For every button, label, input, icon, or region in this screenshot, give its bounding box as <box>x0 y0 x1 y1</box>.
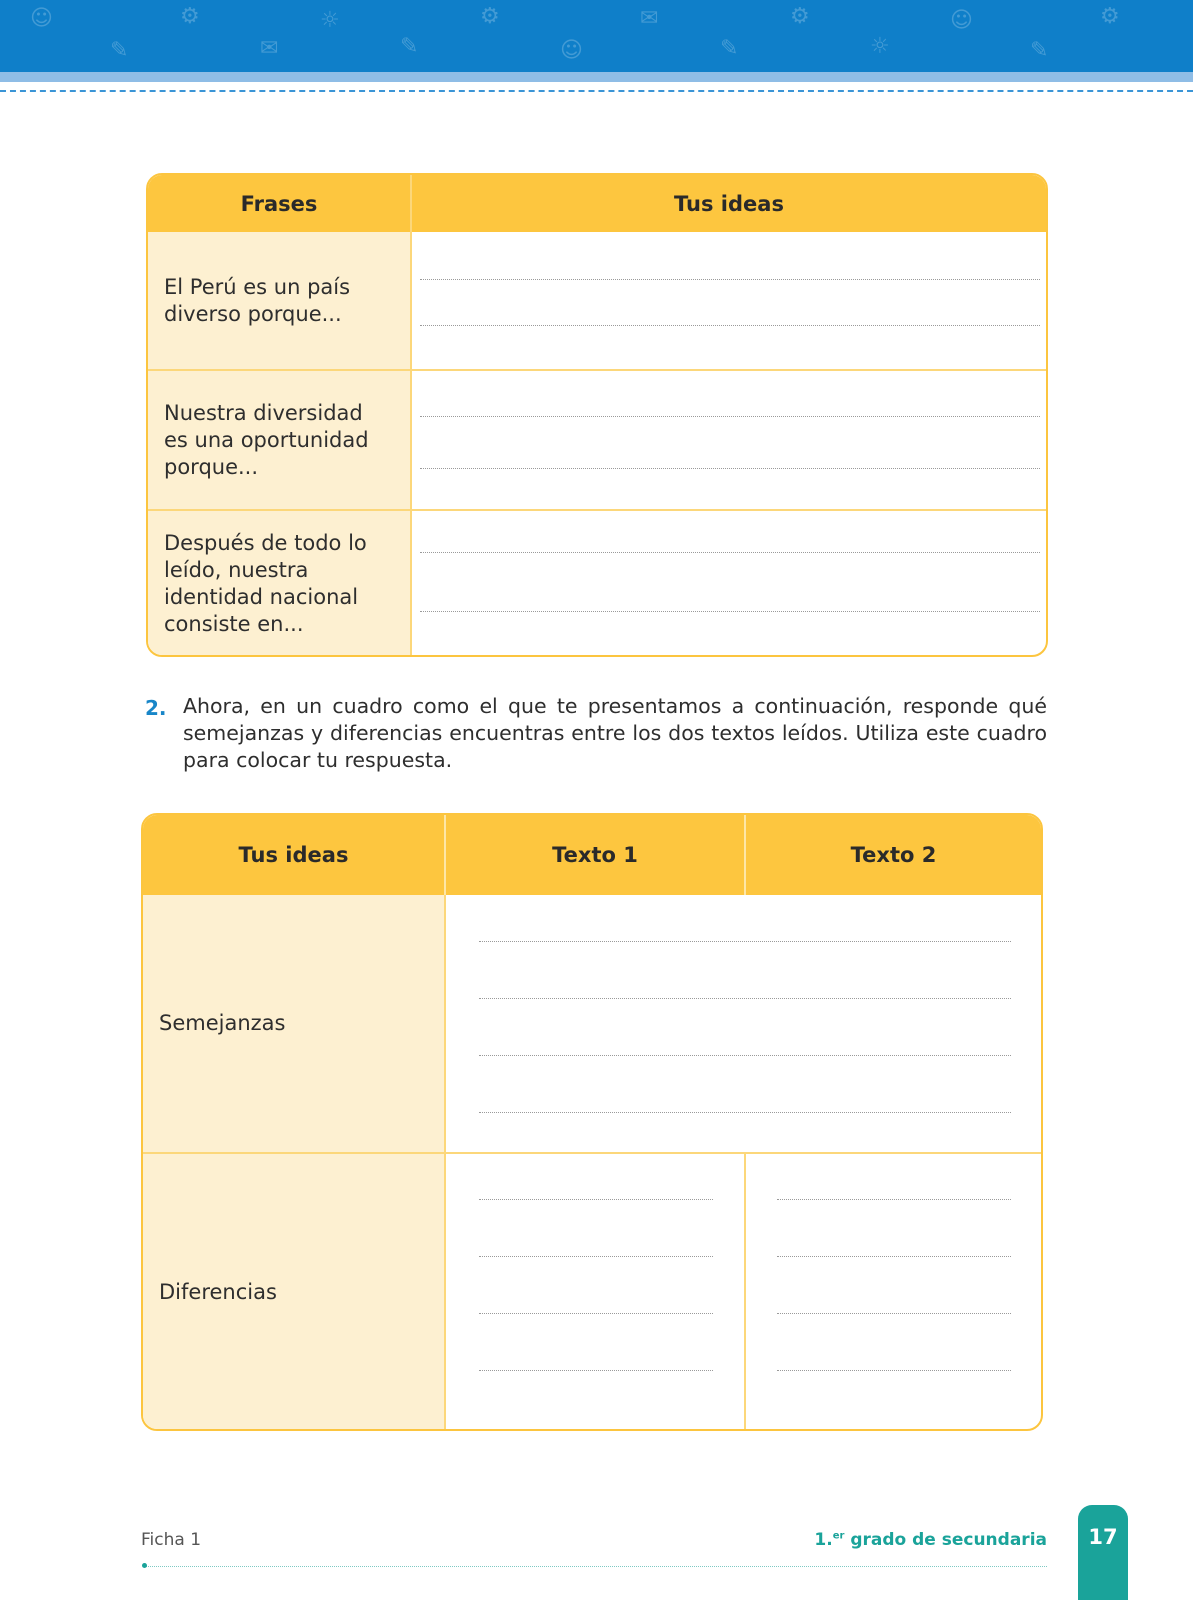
answer-line[interactable] <box>479 1199 713 1200</box>
phrase-cell: El Perú es un país diverso porque... <box>148 232 410 369</box>
grade-text: grado de secundaria <box>844 1530 1047 1550</box>
instruction-text: Ahora, en un cuadro como el que te presentamos a continuación, responde qué semejanzas y diferencias encuentras entre los dos textos leídos. Utiliza este cuadro para colocar tu respuesta. <box>183 694 1047 772</box>
footer-divider <box>145 1566 1047 1567</box>
doodle-icon: ☺ <box>560 38 583 63</box>
doodle-icon: ⚙ <box>480 4 500 29</box>
page-number-text: 17 <box>1088 1525 1118 1549</box>
header-tus-ideas: Tus ideas <box>143 815 444 895</box>
answer-line[interactable] <box>777 1313 1011 1314</box>
doodle-icon: ⚙ <box>1100 4 1120 29</box>
header-banner <box>0 0 1193 72</box>
doodle-icon: ☼ <box>320 8 340 33</box>
answer-line[interactable] <box>479 1370 713 1371</box>
doodle-icon: ✉ <box>640 6 659 31</box>
answer-line[interactable] <box>420 416 1040 417</box>
answer-line[interactable] <box>420 279 1040 280</box>
header-tus-ideas: Tus ideas <box>412 175 1046 232</box>
answer-line[interactable] <box>420 552 1040 553</box>
page-number <box>1078 1505 1128 1600</box>
column-divider <box>744 1154 746 1431</box>
answer-line[interactable] <box>479 1256 713 1257</box>
row-divider <box>148 509 1048 511</box>
doodle-icon: ✉ <box>260 36 279 61</box>
doodle-icon: ☺ <box>30 6 53 31</box>
phrase-cell: Después de todo lo leído, nuestra identidad nacional consiste en... <box>148 511 410 657</box>
doodle-icon: ✎ <box>1030 38 1049 63</box>
header-divider <box>744 815 746 895</box>
answer-line[interactable] <box>479 1112 1011 1113</box>
column-divider <box>410 175 412 657</box>
header-texto-2: Texto 2 <box>746 815 1041 895</box>
phrase-cell: Nuestra diversidad es una oportunidad porque... <box>148 371 410 509</box>
row-label-diferencias: Diferencias <box>143 1154 444 1431</box>
doodle-icon: ☺ <box>950 8 973 33</box>
footer-worksheet-label: Ficha 1 <box>141 1530 202 1550</box>
column-divider <box>444 895 446 1431</box>
answer-line[interactable] <box>479 998 1011 999</box>
banner-divider <box>0 90 1193 92</box>
doodle-icon: ☼ <box>870 34 890 59</box>
doodle-icon: ✎ <box>400 34 419 59</box>
header-texto-1: Texto 1 <box>446 815 744 895</box>
answer-line[interactable] <box>479 941 1011 942</box>
row-label-semejanzas: Semejanzas <box>143 895 444 1152</box>
answer-line[interactable] <box>420 325 1040 326</box>
instruction-number: 2. <box>145 696 167 720</box>
footer-grade-label <box>814 1530 1047 1550</box>
doodle-icon: ⚙ <box>180 4 200 29</box>
answer-line[interactable] <box>479 1055 1011 1056</box>
answer-line[interactable] <box>479 1313 713 1314</box>
answer-line[interactable] <box>777 1199 1011 1200</box>
answer-line[interactable] <box>420 468 1040 469</box>
doodle-icon: ✎ <box>720 36 739 61</box>
header-divider <box>444 815 446 895</box>
answer-line[interactable] <box>777 1256 1011 1257</box>
header-frases: Frases <box>148 175 410 232</box>
answer-line[interactable] <box>777 1370 1011 1371</box>
answer-line[interactable] <box>420 611 1040 612</box>
doodle-icon: ⚙ <box>790 4 810 29</box>
grade-superscript: er <box>832 1530 845 1542</box>
doodle-icon: ✎ <box>110 38 129 63</box>
footer-dot <box>142 1563 147 1568</box>
phrases-table <box>146 173 1048 657</box>
grade-number: 1. <box>814 1530 833 1550</box>
comparison-table <box>141 813 1043 1431</box>
row-divider <box>143 1152 1043 1154</box>
row-divider <box>148 369 1048 371</box>
banner-strip <box>0 72 1193 82</box>
